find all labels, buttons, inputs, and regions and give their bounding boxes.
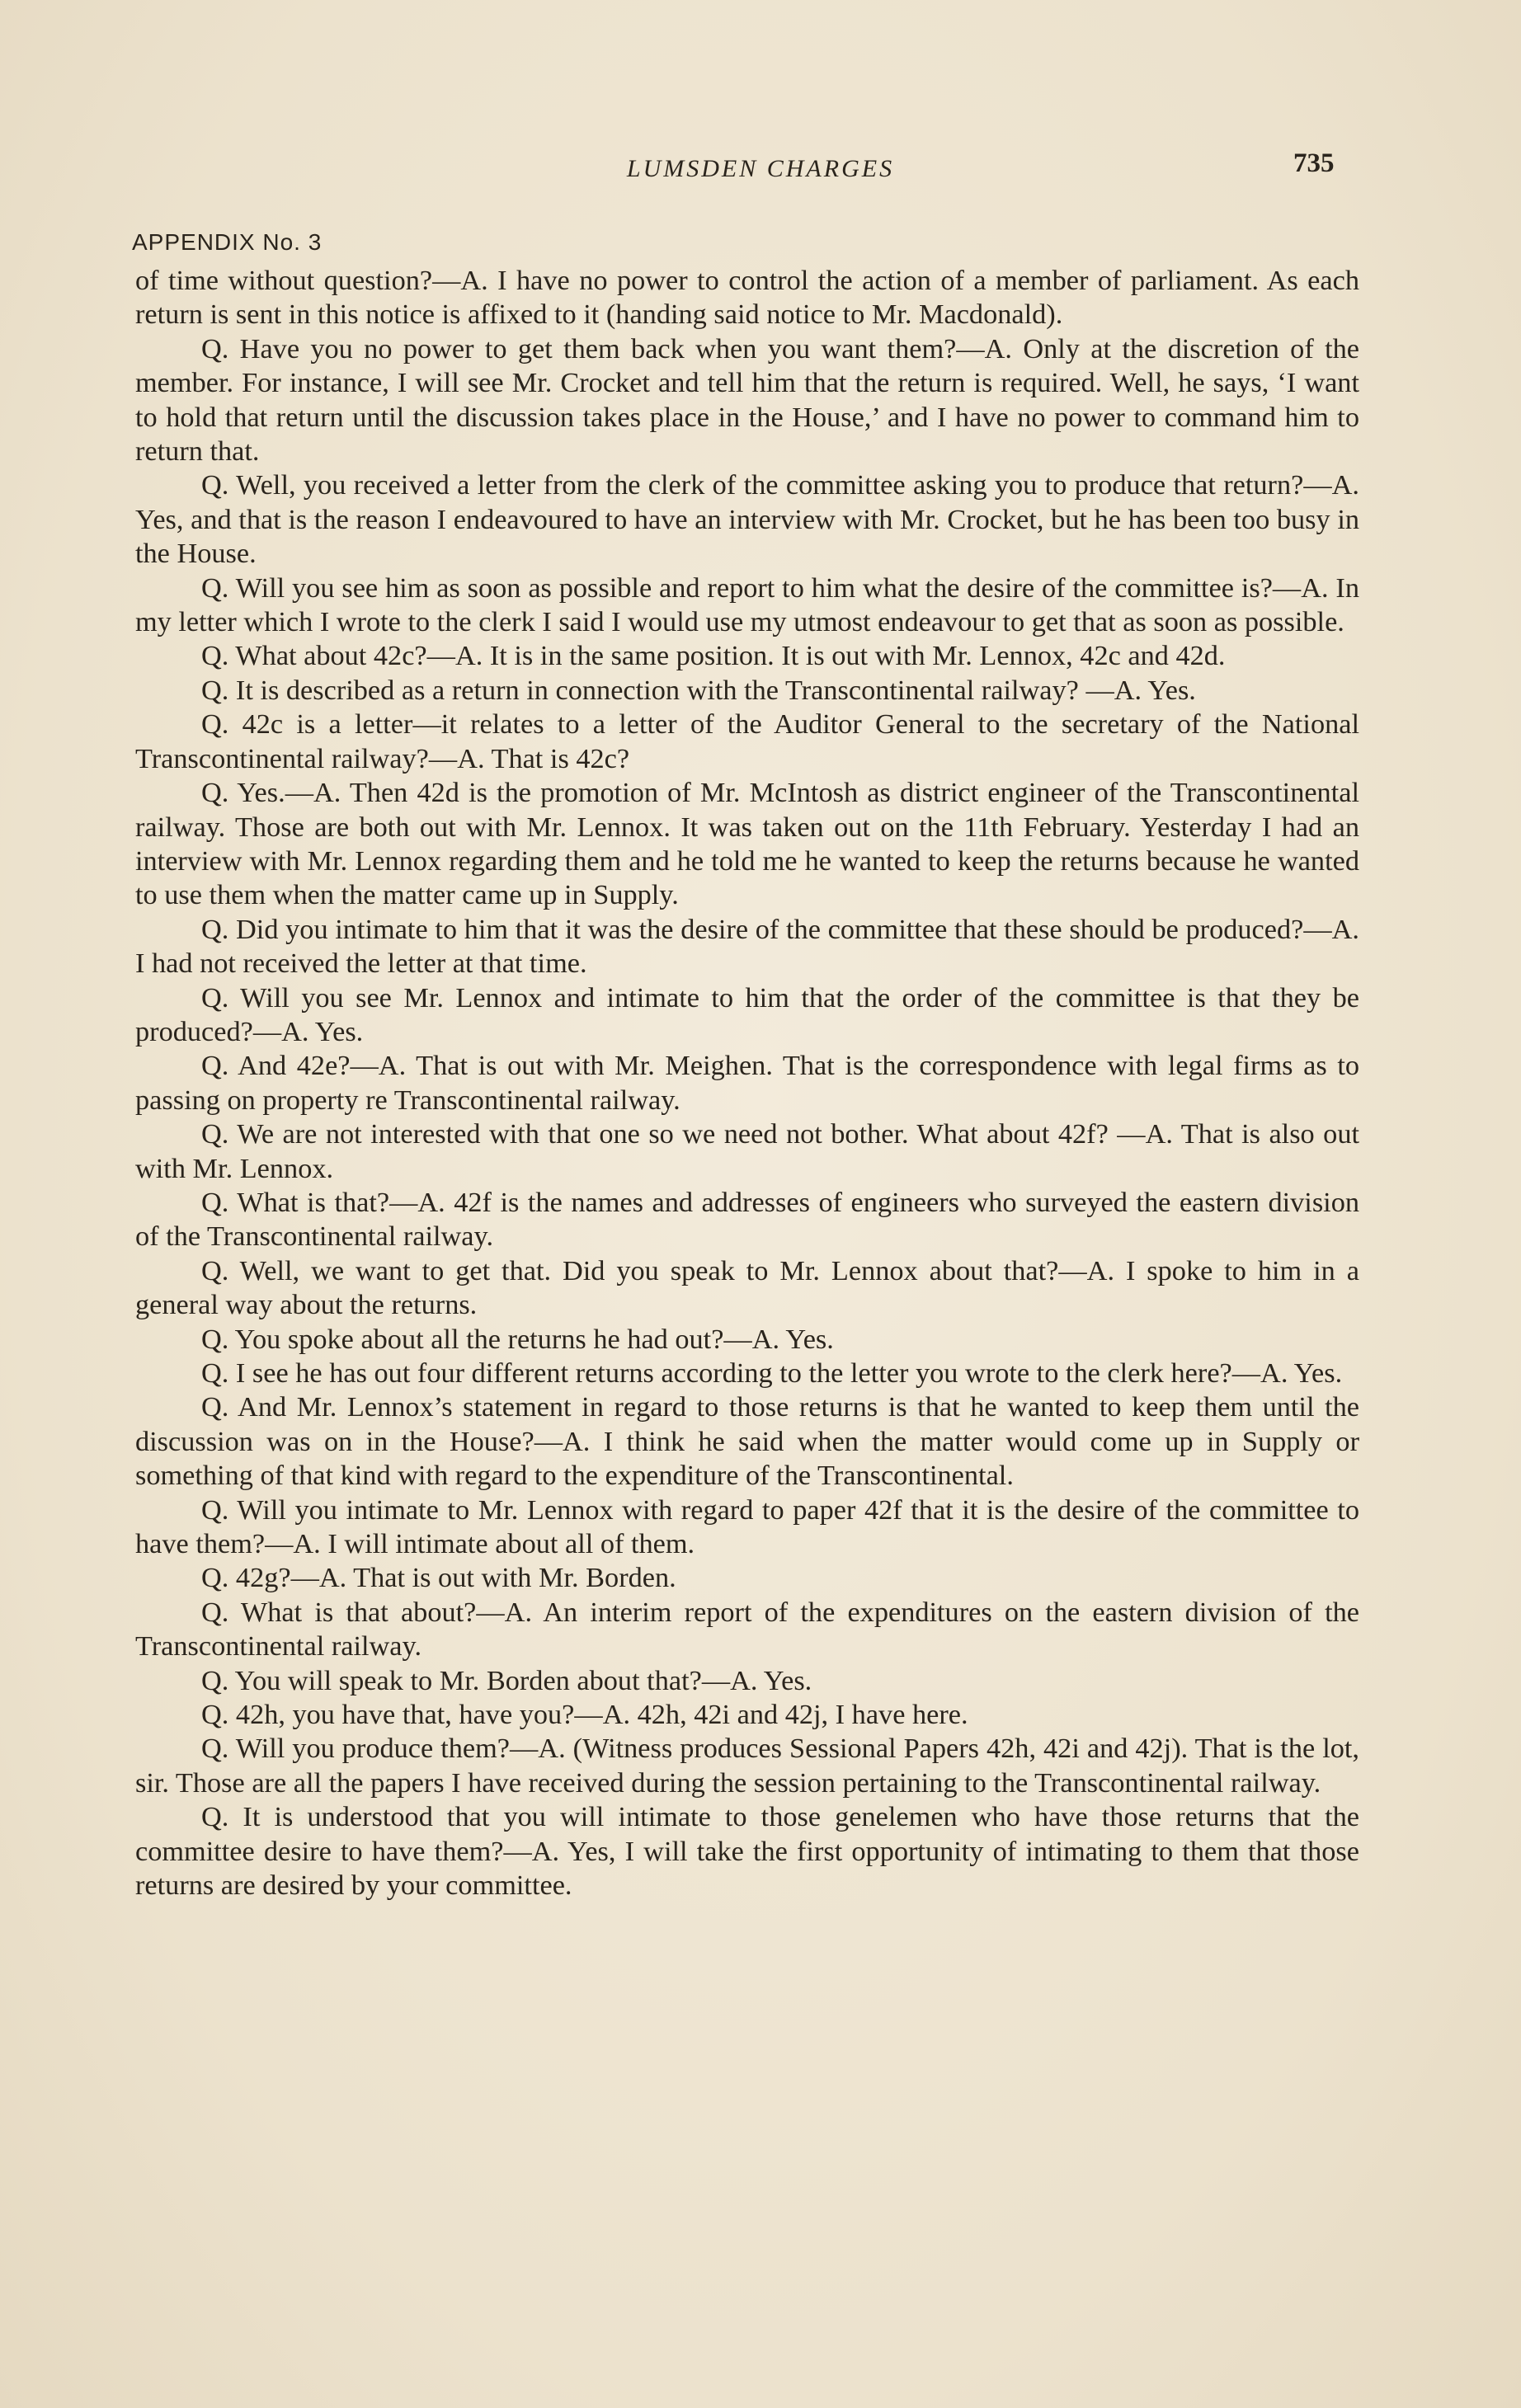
paragraph: Q. We are not interested with that one so we need not bother. What about 42f? —A. That is also out with Mr. Lennox. (135, 1118, 1359, 1184)
paragraph: Q. You will speak to Mr. Borden about that?—A. Yes. (201, 1664, 812, 1696)
paragraph: Q. And 42e?—A. That is out with Mr. Meighen. That is the correspondence with legal firms as to passing on property re Transcontinental railway. (135, 1050, 1359, 1116)
paragraph: Q. 42c is a letter—it relates to a letter of the Auditor General to the secretary of the National Transcontinental railway?—A. That is 42c? (135, 708, 1359, 774)
paragraph: Q. Yes.—A. Then 42d is the promotion of Mr. McIntosh as district engineer of the Transcontinental railway. Those are both out with Mr. Lennox. It was taken out on the 11th February. Yesterday I had an interview with Mr. Lennox regarding them and he told me he wanted to keep the returns because he wanted to use them when the matter came up in Supply. (135, 777, 1359, 911)
paragraph: Q. 42g?—A. That is out with Mr. Borden. (201, 1562, 676, 1594)
paragraph: Q. You spoke about all the returns he had out?—A. Yes. (201, 1323, 834, 1355)
paragraph: Q. 42h, you have that, have you?—A. 42h, 42i and 42j, I have here. (201, 1699, 968, 1731)
paragraph: Q. What is that about?—A. An interim report of the expenditures on the eastern division of the Transcontinental railway. (135, 1596, 1359, 1663)
paragraph: Q. Will you see him as soon as possible and report to him what the desire of the committee is?—A. In my letter which I wrote to the clerk I said I would use my utmost endeavour to get that as soon as possible. (135, 571, 1359, 638)
paragraph: Q. Did you intimate to him that it was the desire of the committee that these should be produced?—A. I had not received the letter at that time. (135, 913, 1359, 980)
paragraph: Q. I see he has out four different returns according to the letter you wrote to the clerk here?—A. Yes. (201, 1357, 1343, 1389)
paragraph: Q. It is understood that you will intimate to those genelemen who have those returns that the committee desire to have them?—A. Yes, I will take the first opportunity of intimating to them that those returns are desired by your committee. (135, 1801, 1359, 1902)
paragraph: Q. Will you intimate to Mr. Lennox with regard to paper 42f that it is the desire of the committee to have them?—A. I will intimate about all of them. (135, 1493, 1359, 1560)
paragraph: Q. Will you see Mr. Lennox and intimate to him that the order of the committee is that they be produced?—A. Yes. (135, 981, 1359, 1047)
appendix-label: APPENDIX No. 3 (132, 229, 323, 255)
paragraph: of time without question?—A. I have no power to control the action of a member of parliament. As each return is sent in this notice is affixed to it (handing said notice to Mr. Macdonald). (135, 265, 1359, 331)
paragraph: Q. What about 42c?—A. It is in the same position. It is out with Mr. Lennox, 42c and 42d. (201, 640, 1226, 672)
paragraph: Q. And Mr. Lennox’s statement in regard to those returns is that he wanted to keep them until the discussion was on in the House?—A. I think he said when the matter would come up in Supply or something of that kind with regard to the expenditure of the Transcontinental. (135, 1391, 1359, 1492)
paragraph: Q. Well, you received a letter from the clerk of the committee asking you to produce that return?—A. Yes, and that is the reason I endeavoured to have an interview with Mr. Crocket, but he has been too busy in the House. (135, 469, 1359, 570)
page-number: 735 (1293, 148, 1335, 178)
body-text (135, 264, 1359, 1903)
paragraph: Q. Well, we want to get that. Did you speak to Mr. Lennox about that?—A. I spoke to him in a general way about the returns. (135, 1254, 1359, 1321)
paragraph: Q. Will you produce them?—A. (Witness produces Sessional Papers 42h, 42i and 42j). That is the lot, sir. Those are all the papers I have received during the session pertaining to the Transcontinental railway. (135, 1733, 1359, 1799)
paragraph: Q. Have you no power to get them back when you want them?—A. Only at the discretion of the member. For instance, I will see Mr. Crocket and tell him that the return is required. Well, he says, ‘I want to hold that return until the discussion takes place in the House,’ and I have no power to command him to return that. (135, 332, 1359, 468)
paragraph: Q. It is described as a return in connection with the Transcontinental railway? —A. Yes. (201, 674, 1196, 706)
running-title: LUMSDEN CHARGES (626, 155, 895, 182)
paragraph: Q. What is that?—A. 42f is the names and addresses of engineers who surveyed the eastern division of the Transcontinental railway. (135, 1186, 1359, 1253)
